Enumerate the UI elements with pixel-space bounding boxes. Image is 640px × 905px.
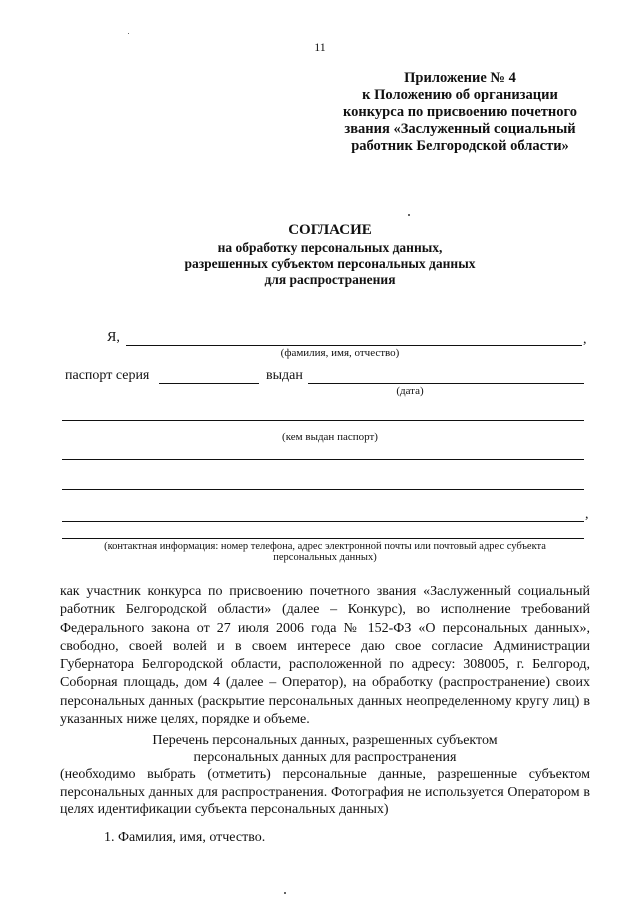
issued-label: выдан [266, 368, 303, 383]
issued-by-line[interactable] [62, 420, 584, 421]
comma: , [583, 332, 587, 347]
appendix-line: звания «Заслуженный социальный [344, 121, 576, 137]
appendix-line: работник Белгородской области» [351, 138, 569, 154]
list-title-line: персональных данных для распространения [193, 750, 457, 765]
title-main: СОГЛАСИЕ [288, 222, 372, 238]
list-title-line: Перечень персональных данных, разрешенных субъектом [152, 733, 498, 748]
issued-date-line[interactable] [308, 383, 584, 384]
scan-speck [284, 892, 286, 894]
contact-caption-line: (контактная информация: номер телефона, адрес электронной почты или почтовый адрес субъекта [104, 541, 546, 552]
page-number: 11 [314, 40, 326, 54]
contact-line-2[interactable] [62, 489, 584, 490]
contact-line-4[interactable] [62, 538, 584, 539]
contact-line-1[interactable] [62, 459, 584, 460]
contact-caption-line: персональных данных) [273, 552, 377, 563]
document-title [100, 222, 560, 288]
passport-label: паспорт серия [65, 368, 150, 383]
appendix-line: Приложение № 4 [404, 70, 516, 86]
list-title [60, 732, 590, 766]
ya-label: Я, [107, 330, 120, 345]
list-item: 1. Фамилия, имя, отчество. [104, 830, 266, 845]
scan-speck [128, 33, 129, 34]
title-sub-line: на обработку персональных данных, [217, 240, 443, 255]
passport-series-line[interactable] [159, 383, 259, 384]
consent-paragraph: как участник конкурса по присвоению почетного звания «Заслуженный социальный работник Белгородской области» (далее – Конкурс), во исполнение требований Федерального закона от 27 июля 2006 года № 152-ФЗ «О персональных данных», свободно, своей волей и в своем интересе даю свое согласие Администрации Губернатора Белгородской области, расположенной по адресу: 308005, г. Белгород, Соборная площадь, дом 4 (далее – Оператор), на обработку (распространение) своих персональных данных (раскрытие персональных данных неопределенному кругу лиц) в указанных ниже целях, порядке и объеме. [60, 584, 590, 728]
date-caption: (дата) [396, 385, 424, 397]
contact-line-3[interactable] [62, 521, 584, 522]
scan-speck [408, 214, 410, 216]
issued-by-caption: (кем выдан паспорт) [282, 431, 378, 443]
appendix-line: конкурса по присвоению почетного [342, 104, 578, 120]
fio-caption: (фамилия, имя, отчество) [280, 347, 400, 359]
appendix-line: к Положению об организации [362, 87, 558, 103]
fio-input-line[interactable] [126, 345, 582, 346]
comma: , [585, 507, 589, 522]
list-intro: (необходимо выбрать (отметить) персональные данные, разрешенные субъектом персональных данных для распространения. Фотография не используется Оператором в целях идентификации субъекта персональных данных) [60, 767, 590, 817]
appendix-header [330, 70, 590, 155]
title-sub-line: для распространения [264, 272, 396, 287]
title-sub-line: разрешенных субъектом персональных данных [184, 256, 476, 271]
contact-caption [60, 541, 590, 563]
